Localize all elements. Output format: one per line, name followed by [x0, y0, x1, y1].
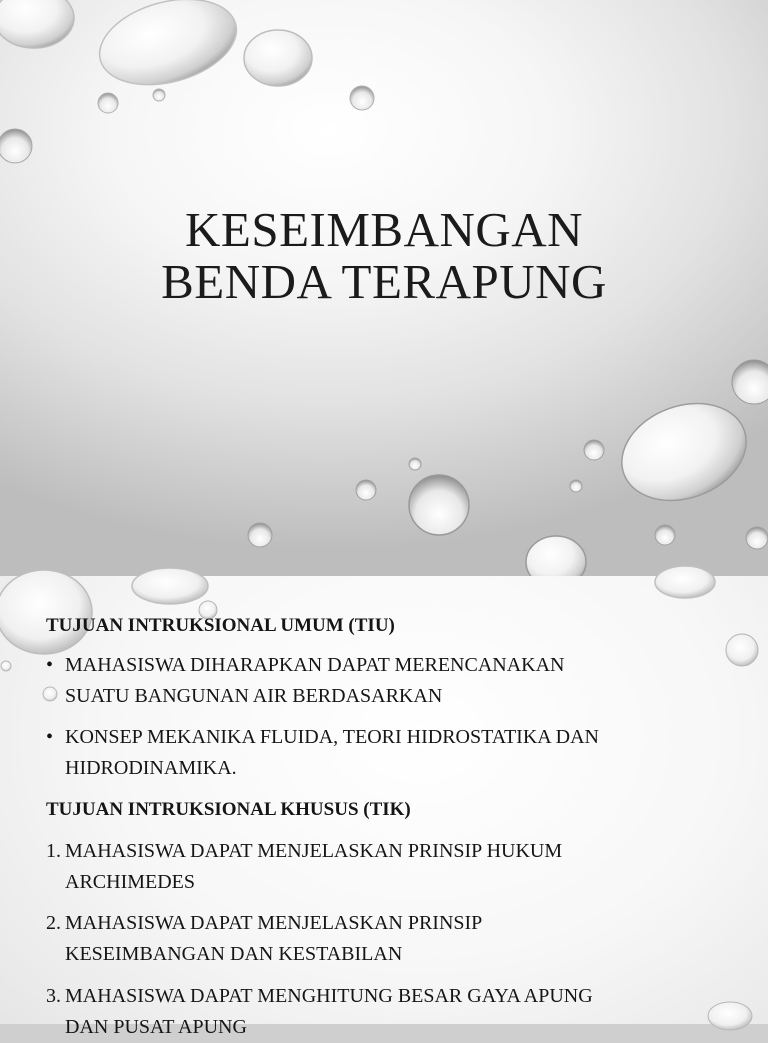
list-item-line: MAHASISWA DIHARAPKAN DAPAT MERENCANAKAN [65, 654, 565, 676]
list-item-line: KONSEP MEKANIKA FLUIDA, TEORI HIDROSTATIKA DAN [65, 726, 599, 748]
tik-heading: TUJUAN INTRUKSIONAL KHUSUS (TIK) [46, 799, 411, 820]
title-line-1: KESEIMBANGAN [185, 202, 583, 257]
bullet-marker: • [46, 654, 54, 676]
title-line-2: BENDA TERAPUNG [161, 254, 607, 309]
list-item-line: HIDRODINAMIKA. [65, 757, 237, 779]
tiu-heading: TUJUAN INTRUKSIONAL UMUM (TIU) [46, 615, 395, 636]
list-item-line: SUATU BANGUNAN AIR BERDASARKAN [65, 685, 443, 707]
list-item-line: MAHASISWA DAPAT MENJELASKAN PRINSIP [65, 912, 483, 934]
list-item-line: DAN PUSAT APUNG [65, 1016, 247, 1038]
number-marker: 1. [46, 840, 61, 862]
slide-title [0, 204, 768, 308]
list-item-line: KESEIMBANGAN DAN KESTABILAN [65, 943, 403, 965]
number-marker: 3. [46, 985, 61, 1007]
list-item-line: MAHASISWA DAPAT MENJELASKAN PRINSIP HUKUM [65, 840, 563, 862]
bullet-marker: • [46, 726, 54, 748]
number-marker: 2. [46, 912, 61, 934]
objectives-slide [0, 576, 768, 1038]
list-item-line: ARCHIMEDES [65, 871, 196, 893]
list-item-line: MAHASISWA DAPAT MENGHITUNG BESAR GAYA APUNG [65, 985, 593, 1007]
